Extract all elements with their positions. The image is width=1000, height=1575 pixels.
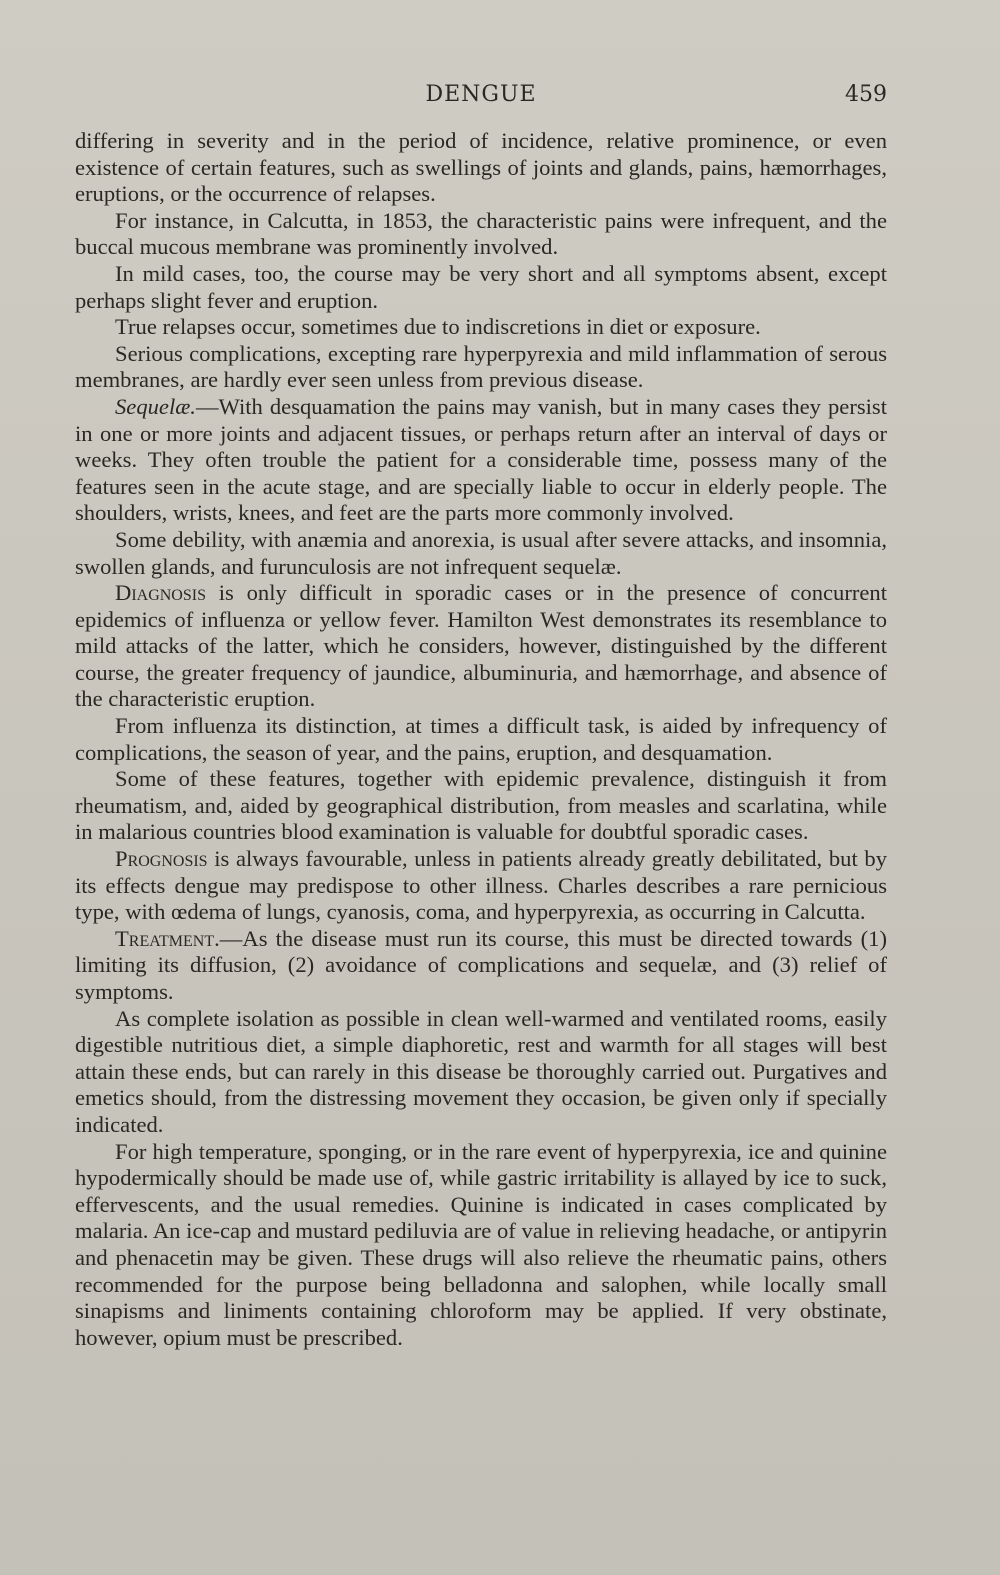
section-heading-diagnosis: Diagnosis <box>115 580 206 606</box>
paragraph-prognosis <box>75 846 887 926</box>
paragraph: As complete isolation as possible in clean well-warmed and ventilated rooms, easily digestible nutritious diet, a simple diaphoretic, rest and warmth for all stages will best attain these ends, but can rarely in this disease be thoroughly carried out. Purgatives and emetics should, from the distressing movement they occasion, be given only if specially indicated. <box>75 1005 887 1137</box>
paragraph: Some of these features, together with epidemic prevalence, distinguish it from rheumatism, and, aided by geographical distribution, from measles and scarlatina, while in malarious countries blood examination is valuable for doubtful sporadic cases. <box>75 766 887 845</box>
paragraph-text: is only difficult in sporadic cases or in the presence of concurrent epidemics of influenza or yellow fever. Hamilton West demonstrates its resemblance to mild attacks of the latter, which he considers, however, distinguished by the different course, the greater frequency of jaundice, albuminuria, and hæmorrhage, and absence of the characteristic eruption. <box>75 580 887 712</box>
section-heading-sequelae: Sequelæ. <box>115 393 196 419</box>
paragraph: Some debility, with anæmia and anorexia, is usual after severe attacks, and insomnia, swollen glands, and furunculosis are not infrequent sequelæ. <box>75 526 887 579</box>
page-header <box>75 78 887 112</box>
running-title: DENGUE <box>425 82 537 107</box>
paragraph: For instance, in Calcutta, in 1853, the characteristic pains were infrequent, and the buccal mucous membrane was prominently involved. <box>75 207 887 260</box>
section-heading-prognosis: Prognosis <box>115 846 208 872</box>
section-heading-treatment: Treatment. <box>115 925 220 951</box>
paragraph-diagnosis <box>75 580 887 713</box>
paragraph: For high temperature, sponging, or in the rare event of hyperpyrexia, ice and quinine hypodermically should be made use of, while gastric irritability is allayed by ice to suck, effervescents, and the usual remedies. Quinine is indicated in cases complicated by malaria. An ice-cap and mustard pediluvia are of value in relieving headache, or antipyrin and phenacetin may be given. These drugs will also relieve the rheumatic pains, others recommended for the purpose being belladonna and salophen, while locally small sinapisms and liniments containing chloroform may be applied. If very obstinate, however, opium must be prescribed. <box>75 1138 887 1350</box>
paragraph-treatment <box>75 926 887 1006</box>
paragraph-text: —As the disease must run its course, this must be directed towards (1) limiting its diffusion, (2) avoidance of complications and sequelæ, and (3) relief of symptoms. <box>75 925 887 1004</box>
paragraph-text: —With desquamation the pains may vanish, but in many cases they persist in one or more joints and adjacent tissues, or perhaps return after an interval of days or weeks. They often trouble the patient for a considerable time, possess many of the features seen in the acute stage, and are specially liable to occur in elderly people. The shoulders, wrists, knees, and feet are the parts more commonly involved. <box>75 393 887 526</box>
paragraph: True relapses occur, sometimes due to indiscretions in diet or exposure. <box>115 314 761 340</box>
paragraph: From influenza its distinction, at times a difficult task, is aided by infrequency of complications, the season of year, and the pains, eruption, and desquamation. <box>75 713 887 765</box>
paragraph: Serious complications, excepting rare hyperpyrexia and mild inflammation of serous membranes, are hardly ever seen unless from previous disease. <box>75 340 887 393</box>
paragraph: In mild cases, too, the course may be very short and all symptoms absent, except perhaps slight fever and eruption. <box>75 260 887 313</box>
paragraph-sequelae <box>75 394 887 527</box>
paragraph-text: is always favourable, unless in patients already greatly debilitated, but by its effects dengue may predispose to other illness. Charles describes a rare pernicious type, with œdema of lungs, cyanosis, coma, and hyperpyrexia, as occurring in Calcutta. <box>75 846 887 925</box>
body-text <box>75 128 887 1351</box>
page-number: 459 <box>845 82 887 107</box>
paragraph: differing in severity and in the period of incidence, relative prominence, or even existence of certain features, such as swellings of joints and glands, pains, hæmorrhages, eruptions, or the occurrence of relapses. <box>75 128 887 207</box>
